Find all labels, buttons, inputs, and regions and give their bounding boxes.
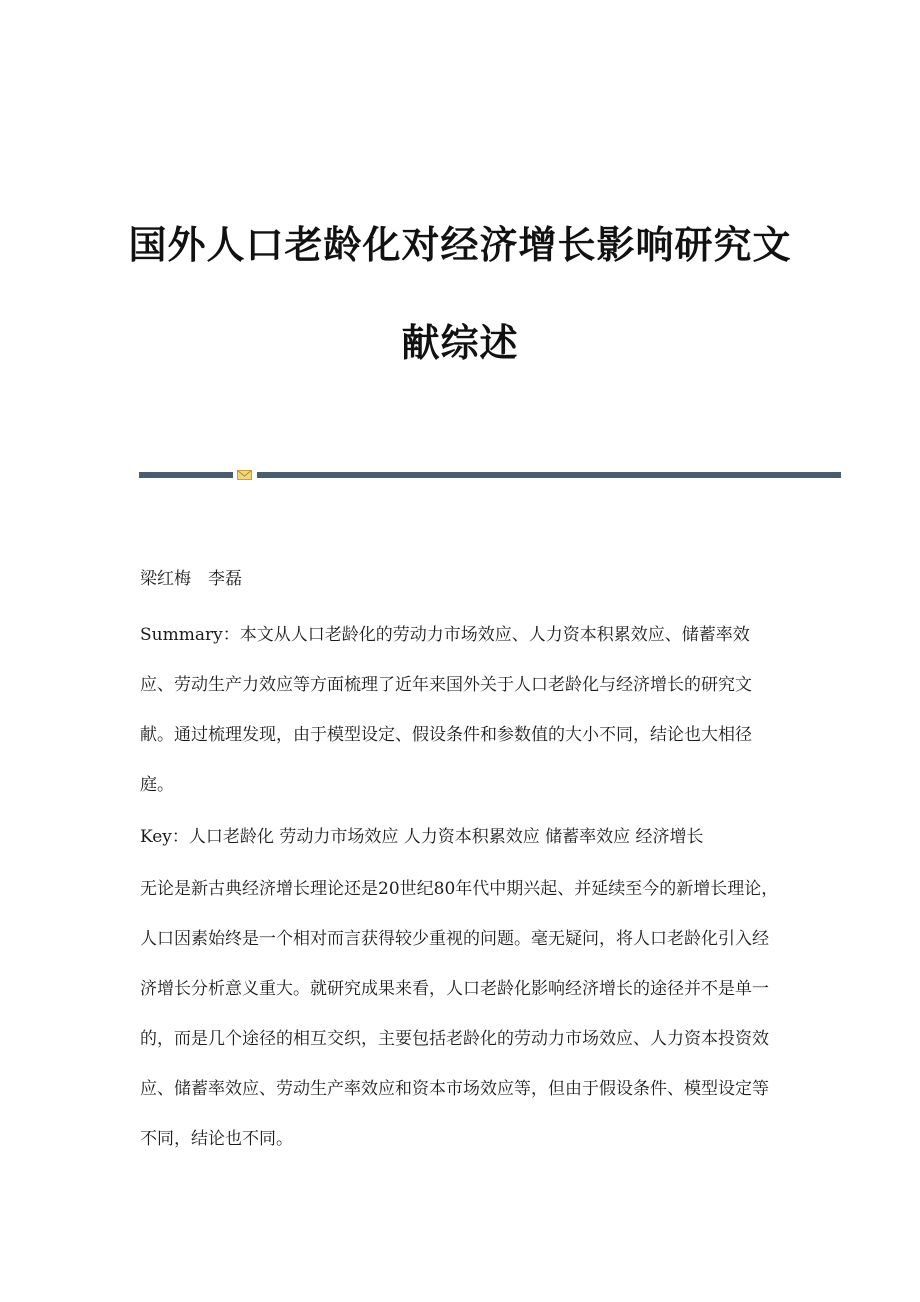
body-paragraph: 无论是新古典经济增长理论还是20世纪80年代中期兴起、并延续至今的新增长理论，人口因素始终是一个相对而言获得较少重视的问题。毫无疑问，将人口老龄化引入经济增长分析意义重大。就研究成果来看，人口老龄化影响经济增长的途径并不是单一的，而是几个途径的相互交织，主要包括老龄化的劳动力市场效应、人力资本投资效应、储蓄率效应、劳动生产率效应和资本市场效应等，但由于假设条件、模型设定等不同，结论也不同。 (140, 879, 779, 1149)
summary-text: 本文从人口老龄化的劳动力市场效应、人力资本积累效应、储蓄率效应、劳动生产力效应等方面梳理了近年来国外关于人口老龄化与经济增长的研究文献。通过梳理发现，由于模型设定、假设条件和参数值的大小不同，结论也大相径庭。 (140, 625, 752, 795)
keywords-text: 人口老龄化 劳动力市场效应 人力资本积累效应 储蓄率效应 经济增长 (188, 827, 704, 847)
keywords-label: Key： (140, 827, 189, 847)
document-title-line-1: 国外人口老龄化对经济增长影响研究文 (128, 223, 792, 267)
keywords-paragraph (140, 812, 780, 862)
summary-paragraph (140, 610, 780, 810)
title-divider (139, 470, 841, 480)
envelope-icon (237, 470, 252, 480)
summary-label: Summary： (140, 625, 240, 645)
authors: 梁红梅 李磊 (140, 569, 242, 589)
divider-bar-right (257, 472, 841, 478)
divider-bar-left (139, 472, 233, 478)
document-title-line-2: 献综述 (401, 321, 519, 365)
